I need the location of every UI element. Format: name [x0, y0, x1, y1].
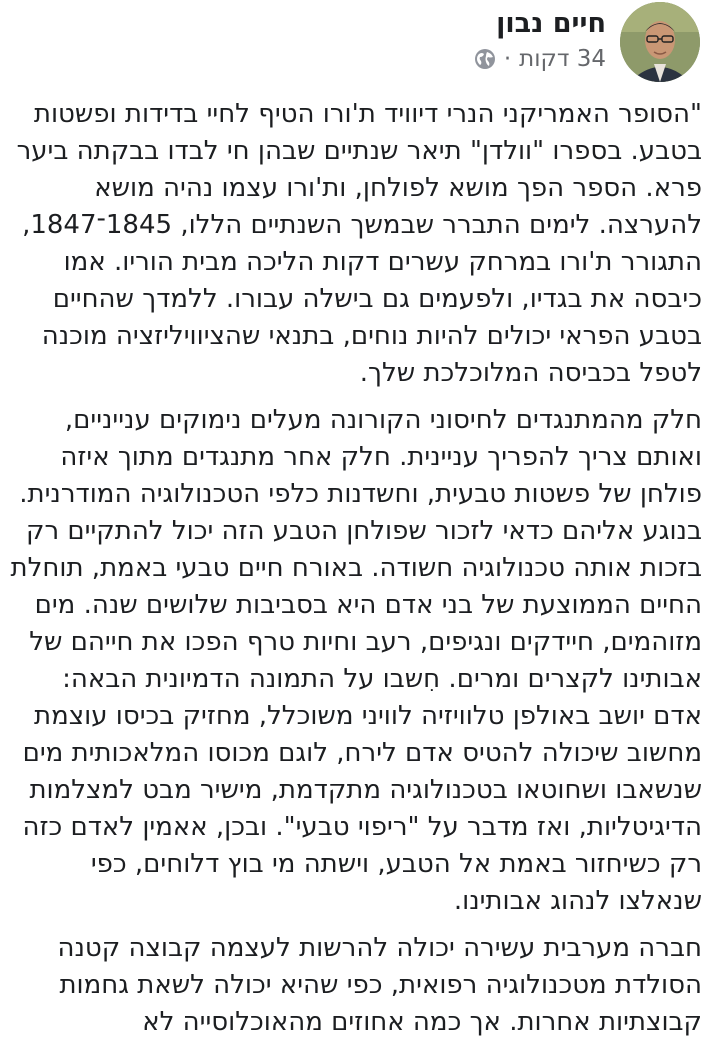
post-header	[0, 0, 720, 92]
meta-separator: ·	[503, 46, 512, 72]
post-meta	[474, 46, 606, 72]
post-body	[8, 96, 702, 1051]
author-avatar[interactable]	[620, 2, 700, 82]
post-time[interactable]: 34 דקות	[519, 46, 606, 72]
avatar-photo-icon	[620, 2, 700, 82]
globe-icon[interactable]	[474, 48, 496, 70]
post-paragraph-2: חלק מהמתנגדים לחיסוני הקורונה מעלים נימוקים ענייניים, ואותם צריך להפריך עניינית. חלק אחר מתנגדים מתוך איזה פולחן של פשטות טבעית, וחשדנות כלפי הטכנולוגיה המודרנית. בנוגע אליהם כדאי לזכור שפולחן הטבע הזה יכול להתקיים רק בזכות אותה טכנולוגיה חשודה. באורח חיים טבעי באמת, תוחלת החיים הממוצעת של בני אדם היא בסביבות שלושים שנה. מים מזוהמים, חיידקים ונגיפים, רעב וחיות טרף הפכו את חייהם של אבותינו לקצרים ומרים. חִשבו על התמונה הדמיונית הבאה: אדם יושב באולפן טלוויזיה לוויני משוכלל, מחזיק בכיסו עוצמת מחשוב שיכולה להטיס אדם לירח, לוגם מכוסו המלאכותית מים שנשאבו ושחוטאו בטכנולוגיה מתקדמת, מישיר מבט למצלמות הדיגיטליות, ואז מדבר על "ריפוי טבעי". ובכן, אאמין לאדם כזה רק כשיחזור באמת אל הטבע, וישתה מי בוץ דלוחים, כפי שנאלצו לנהוג אבותינו.	[10, 405, 702, 916]
post-paragraph-1: "הסופר האמריקני הנרי דיוויד ת'ורו הטיף לחיי בדידות ופשטות בטבע. בספרו "וולדן" תיאר שנתיים שבהן חי לבדו בבקתה ביער פרא. הספר הפך מושא לפולחן, ות'ורו עצמו נהיה מושא להערצה. לימים התברר שבמשך השנתיים הללו, 1845־1847, התגורר ת'ורו במרחק עשרים דקות הליכה מבית הוריו. אמו כיבסה את בגדיו, ולפעמים גם בישלה עבורו. ללמדך שהחיים בטבע הפראי יכולים להיות נוחים, בתנאי שהציוויליזציה מוכנה לטפל בכביסה המלוכלכת שלך.	[16, 99, 702, 388]
post-paragraph-3: חברה מערבית עשירה יכולה להרשות לעצמה קבוצה קטנה הסולדת מטכנולוגיה רפואית, כפי שהיא יכולה לשאת גחמות קבוצתיות אחרות. אך כמה אחוזים מהאוכלוסייה לא	[57, 933, 702, 1037]
author-name[interactable]: חיים נבון	[496, 8, 606, 39]
